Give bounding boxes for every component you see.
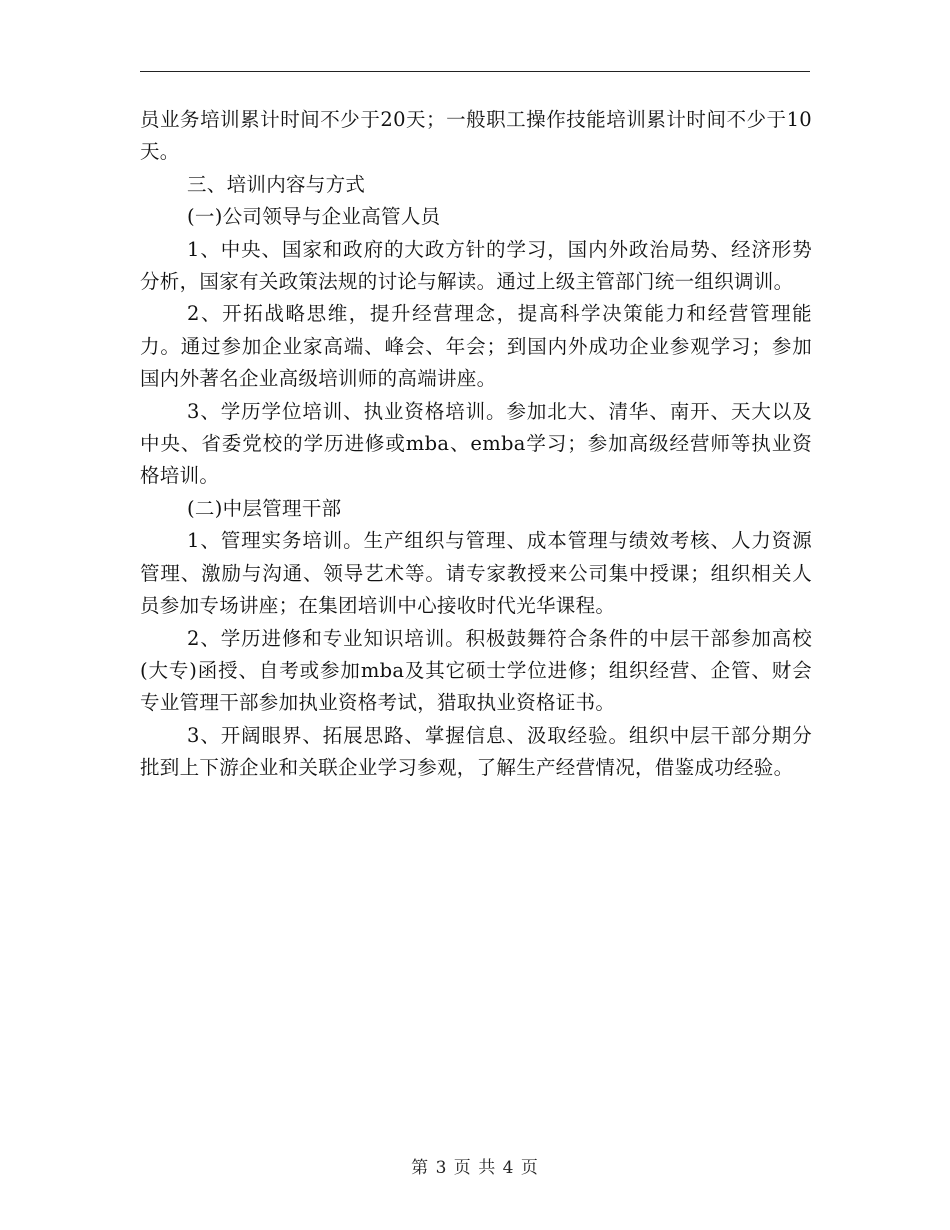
paragraph-continuation: 员业务培训累计时间不少于20天；一般职工操作技能培训累计时间不少于10天。 bbox=[140, 108, 812, 164]
paragraph-item: 3、开阔眼界、拓展思路、掌握信息、汲取经验。组织中层干部分期分批到上下游企业和关联企业学习参观，了解生产经营情况，借鉴成功经验。 bbox=[140, 723, 812, 780]
paragraph-item: 2、开拓战略思维，提升经营理念，提高科学决策能力和经营管理能力。通过参加企业家高端、峰会、年会；到国内外成功企业参观学习；参加国内外著名企业高级培训师的高端讲座。 bbox=[140, 302, 812, 391]
paragraph-item: 3、学历学位培训、执业资格培训。参加北大、清华、南开、天大以及中央、省委党校的学历进修或mba、emba学习；参加高级经营师等执业资格培训。 bbox=[140, 399, 812, 488]
section-heading-training-content: 三、培训内容与方式 bbox=[187, 172, 366, 196]
paragraph-item: 1、中央、国家和政府的大政方针的学习，国内外政治局势、经济形势分析，国家有关政策法规的讨论与解读。通过上级主管部门统一组织调训。 bbox=[140, 237, 812, 294]
header-rule bbox=[140, 71, 810, 72]
paragraph-item: 2、学历进修和专业知识培训。积极鼓舞符合条件的中层干部参加高校(大专)函授、自考或参加mba及其它硕士学位进修；组织经营、企管、财会专业管理干部参加执业资格考试，猎取执业资格证书。 bbox=[140, 626, 812, 715]
subsection-heading-middle-management: (二)中层管理干部 bbox=[187, 496, 342, 520]
paragraph-item: 1、管理实务培训。生产组织与管理、成本管理与绩效考核、人力资源管理、激励与沟通、领导艺术等。请专家教授来公司集中授课；组织相关人员参加专场讲座；在集团培训中心接收时代光华课程。 bbox=[140, 529, 812, 618]
subsection-heading-senior-management: (一)公司领导与企业高管人员 bbox=[187, 205, 441, 229]
page-number-footer: 第 3 页 共 4 页 bbox=[411, 1158, 539, 1178]
document-body bbox=[140, 104, 812, 785]
